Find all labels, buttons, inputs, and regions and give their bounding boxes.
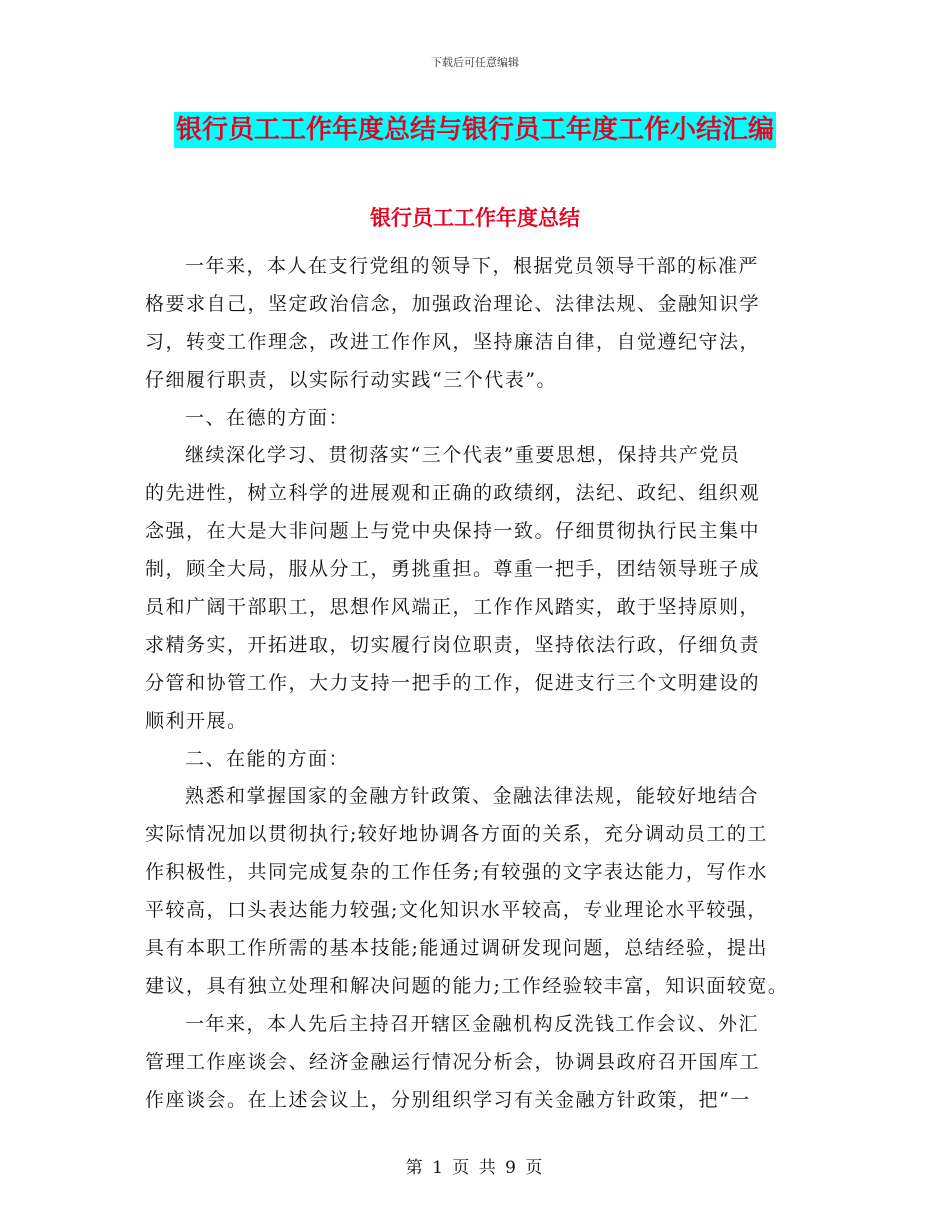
text-line: 念强，在大是大非问题上与党中央保持一致。仔细贯彻执行民主集中 — [145, 520, 761, 543]
text-line: 实际情况加以贯彻执行;较好地协调各方面的关系，充分调动员工的工 — [145, 823, 768, 846]
text-line: 管理工作座谈会、经济金融运行情况分析会，协调县政府召开国库工 — [145, 1050, 761, 1073]
text-line: 继续深化学习、贯彻落实“三个代表”重要思想，保持共产党员 — [185, 444, 741, 467]
text-line: 熟悉和掌握国家的金融方针政策、金融法律法规，能较好地结合 — [185, 785, 760, 808]
text-line: 仔细履行职责，以实际行动实践“三个代表”。 — [145, 368, 557, 391]
document-body — [145, 248, 805, 1119]
text-line: 员和广阔干部职工，思想作风端正，工作作风踏实，敢于坚持原则， — [145, 596, 761, 619]
section-title: 银行员工工作年度总结 — [370, 206, 580, 230]
text-line: 习，转变工作理念，改进工作作风，坚持廉洁自律，自觉遵纪守法， — [145, 330, 761, 353]
page-footer: 第 1 页 共 9 页 — [405, 1158, 545, 1178]
text-line: 具有本职工作所需的基本技能;能通过调研发现问题，总结经验，提出 — [145, 937, 768, 960]
text-line: 格要求自己，坚定政治信念，加强政治理论、法律法规、金融知识学 — [145, 292, 761, 315]
text-line: 顺利开展。 — [145, 709, 248, 732]
text-line: 的先进性，树立科学的进展观和正确的政绩纲，法纪、政纪、组织观 — [145, 482, 761, 505]
text-line: 一、在德的方面： — [185, 406, 350, 429]
text-line: 一年来，本人在支行党组的领导下，根据党员领导干部的标准严 — [185, 255, 760, 277]
download-note: 下载后可任意编辑 — [431, 56, 519, 69]
text-line: 作积极性，共同完成复杂的工作任务;有较强的文字表达能力，写作水 — [145, 861, 768, 884]
text-line: 平较高，口头表达能力较强;文化知识水平较高，专业理论水平较强， — [145, 899, 768, 922]
text-line: 作座谈会。在上述会议上，分别组织学习有关金融方针政策，把“一 — [145, 1088, 751, 1111]
main-title: 银行员工工作年度总结与银行员工年度工作小结汇编 — [174, 112, 776, 148]
main-title-wrap — [0, 112, 950, 148]
text-line: 求精务实，开拓进取，切实履行岗位职责，坚持依法行政，仔细负责 — [145, 633, 761, 656]
text-line: 一年来，本人先后主持召开辖区金融机构反洗钱工作会议、外汇 — [185, 1012, 760, 1035]
text-line: 建议，具有独立处理和解决问题的能力;工作经验较丰富，知识面较宽。 — [145, 974, 789, 997]
text-line: 制，顾全大局，服从分工，勇挑重担。尊重一把手，团结领导班子成 — [145, 558, 761, 581]
text-line: 二、在能的方面： — [185, 747, 350, 770]
text-line: 分管和协管工作，大力支持一把手的工作，促进支行三个文明建设的 — [145, 671, 761, 694]
